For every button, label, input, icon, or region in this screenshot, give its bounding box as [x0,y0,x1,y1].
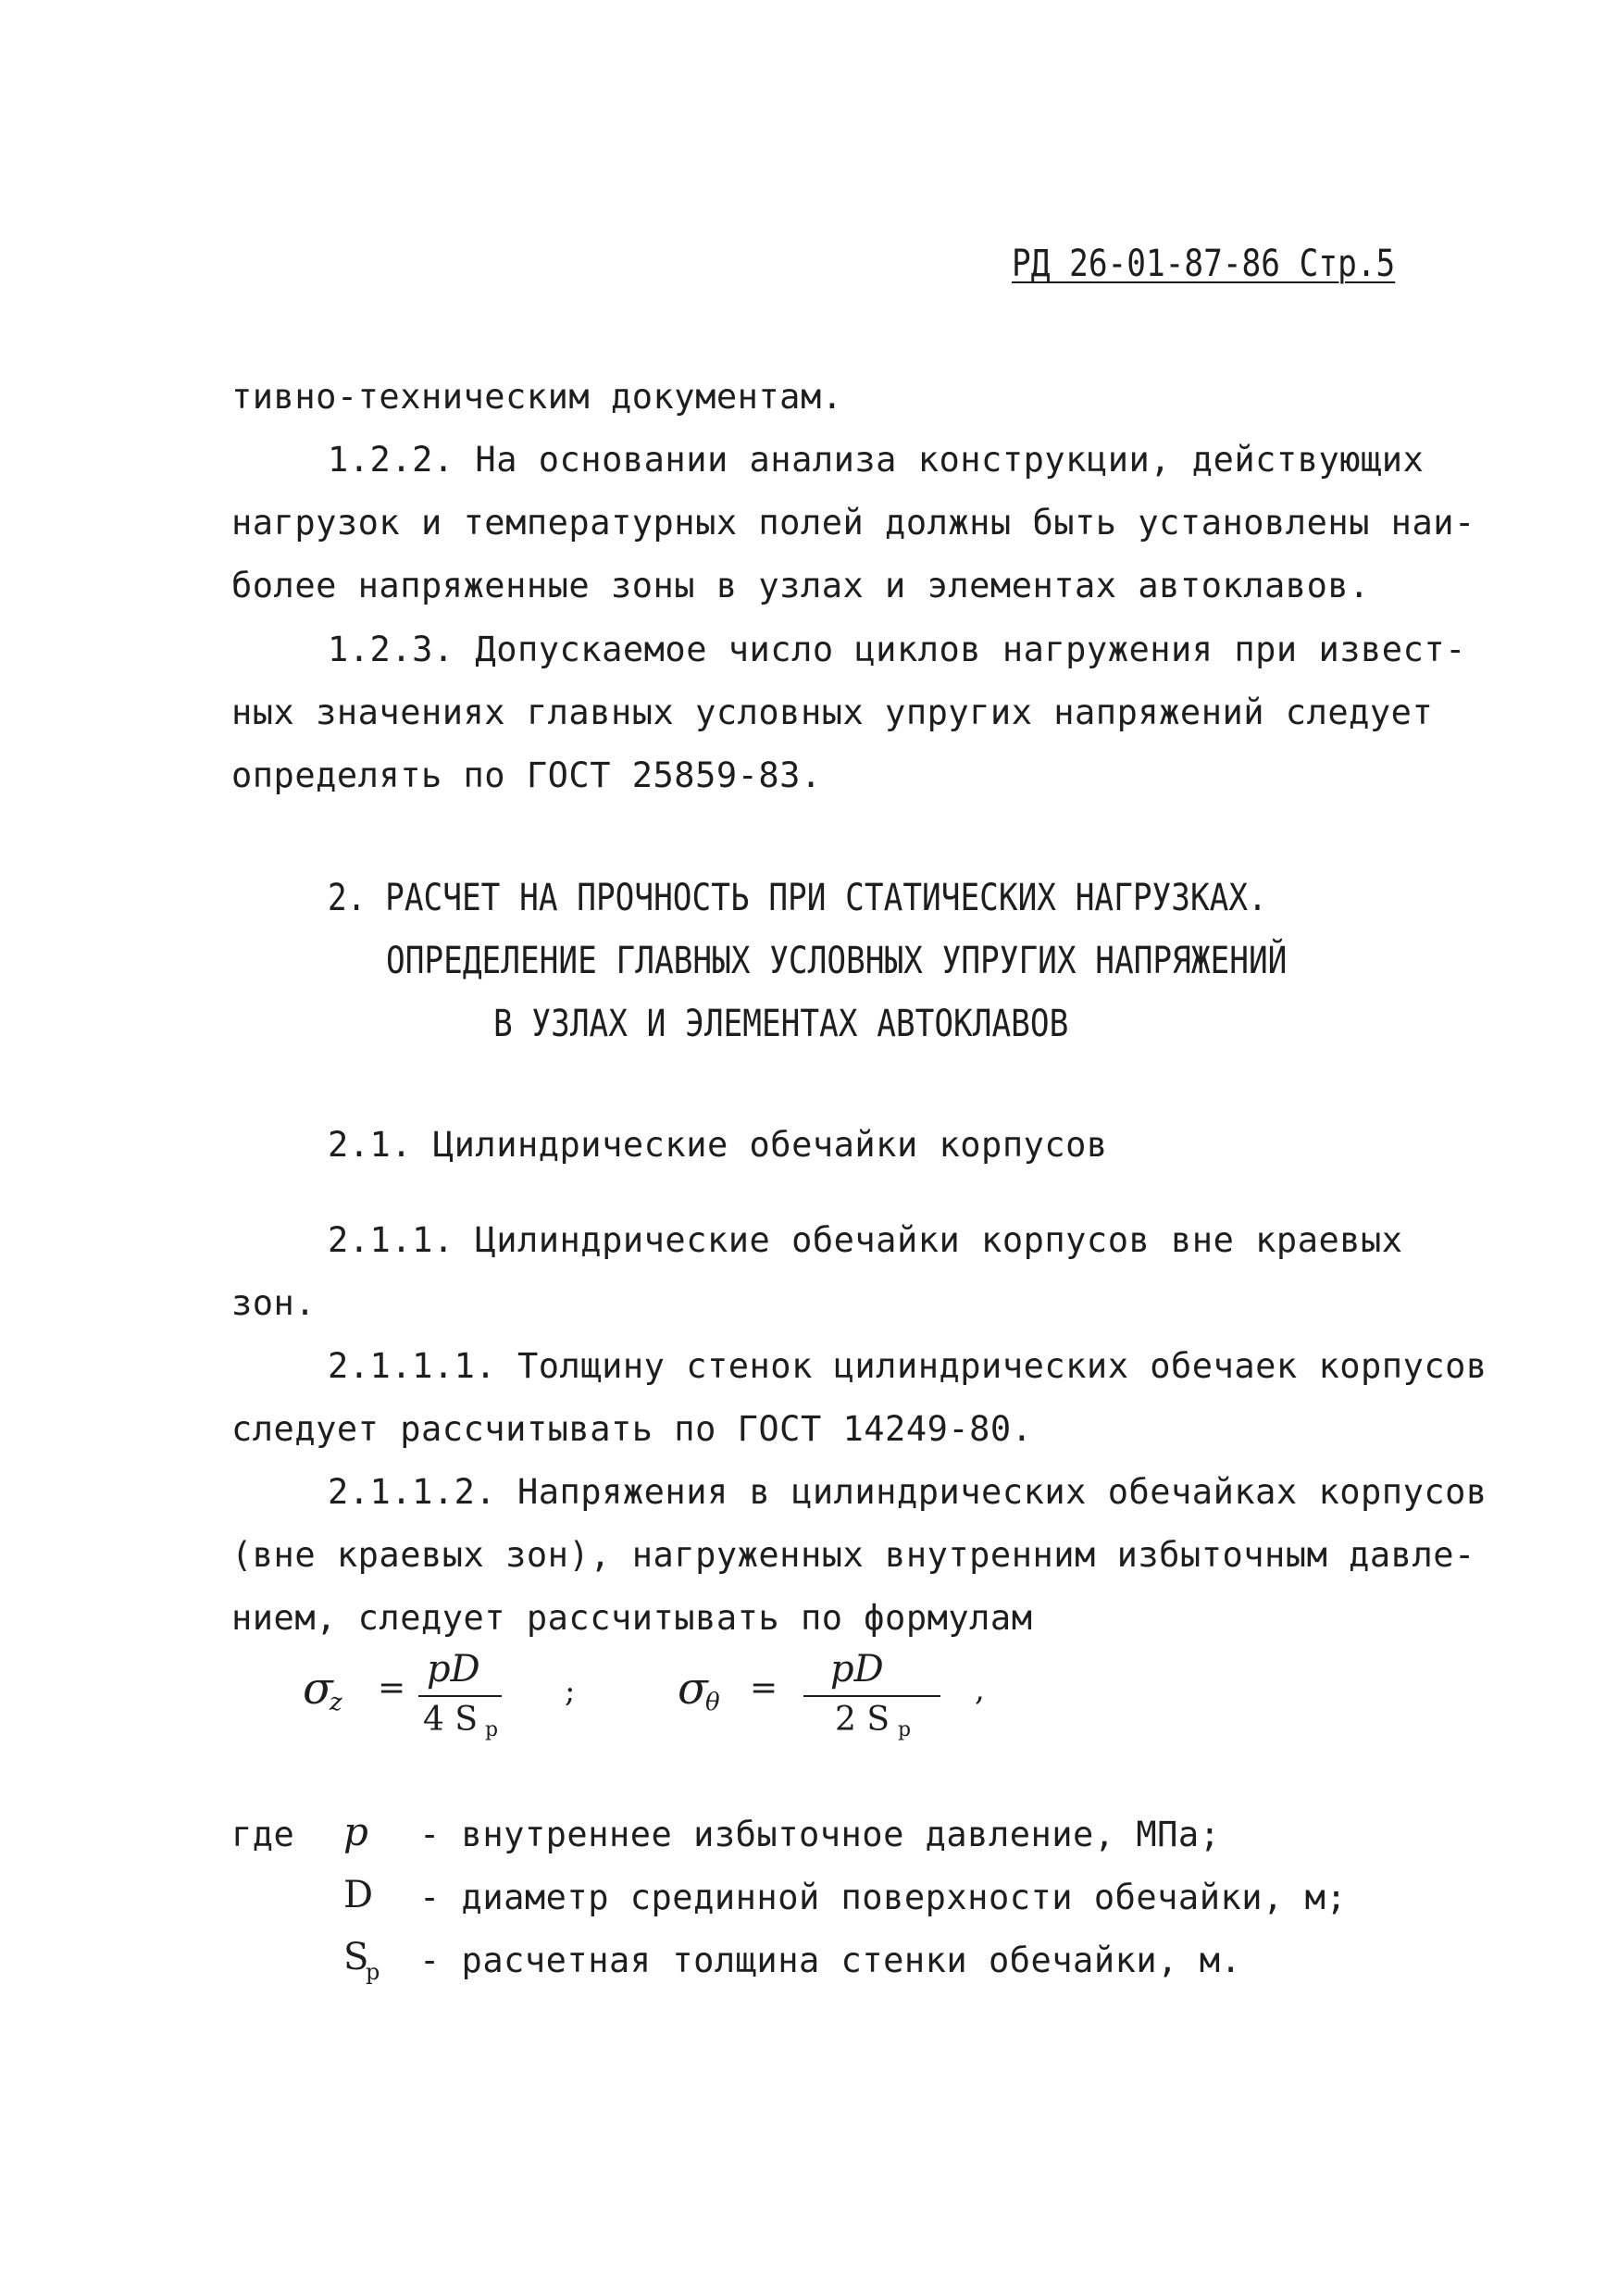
legend-symbol: D [343,1874,374,1916]
legend-symbol: p [343,1809,368,1854]
numerator: pD [427,1648,480,1691]
paragraph-1-2-3-line-1: 1.2.3. Допускаемое число циклов нагружения при извест- [328,630,1466,669]
subsection-2-1-title: 2.1. Цилиндрические обечайки корпусов [328,1125,1108,1165]
paragraph-2-1-1-1-line-2: следует рассчитывать по ГОСТ 14249-80. [231,1409,1033,1449]
paragraph-1-2-2-line-2: нагрузок и температурных полей должны быть установлены наи- [231,503,1475,543]
fraction-bar [418,1695,502,1697]
sigma-subscript-theta: θ [705,1689,720,1716]
sigma-symbol: σ [303,1663,333,1715]
section-2-title-line-1: 2. РАСЧЕТ НА ПРОЧНОСТЬ ПРИ СТАТИЧЕСКИХ НАГРУЗКАХ. [328,877,1267,919]
legend-symbol-subscript: p [366,1959,380,1985]
paragraph-1-2-2-line-3: более напряженные зоны в узлах и элементах автоклавов. [231,566,1370,605]
paragraph-1-2-2-line-1: 1.2.2. На основании анализа конструкции, действующих [328,440,1425,480]
legend-description: - расчетная толщина стенки обечайки, м. [419,1940,1242,1980]
equals-sign: = [378,1669,406,1707]
paragraph-2-1-1-2-line-1: 2.1.1.2. Напряжения в цилиндрических обечайках корпусов [328,1472,1487,1512]
paragraph-1-2-3-line-3: определять по ГОСТ 25859-83. [231,755,822,795]
equals-sign: = [750,1669,778,1707]
paragraph-2-1-1-2-line-3: нием, следует рассчитывать по формулам [231,1598,1033,1638]
paragraph-2-1-1-line-1: 2.1.1. Цилиндрические обечайки корпусов вне краевых [328,1220,1403,1260]
denominator: 2 S [835,1701,890,1739]
sigma-subscript-z: z [330,1689,342,1716]
paragraph-2-1-1-1-line-1: 2.1.1.1. Толщину стенок цилиндрических обечаек корпусов [328,1346,1487,1386]
paragraph-2-1-1-line-2: зон. [231,1283,317,1323]
legend-symbol: S [343,1936,369,1978]
section-2-title-line-2: ОПРЕДЕЛЕНИЕ ГЛАВНЫХ УСЛОВНЫХ УПРУГИХ НАПРЯЖЕНИЙ [386,940,1288,982]
formula-separator: ; [565,1673,576,1710]
document-reference-header: РД 26-01-87-86 Стр.5 [1012,243,1396,285]
denominator: 4 S [423,1701,479,1739]
paragraph-2-1-1-2-line-2: (вне краевых зон), нагруженных внутренним избыточным давле- [231,1535,1475,1575]
sigma-symbol: σ [678,1663,708,1715]
paragraph-1-2-3-line-2: ных значениях главных условных упругих напряжений следует [231,693,1434,732]
legend-description: - диаметр срединной поверхности обечайки, м; [419,1878,1348,1917]
numerator: pD [830,1648,884,1691]
denominator-subscript: p [898,1718,912,1741]
fraction-bar [803,1695,940,1697]
paragraph-continuation: тивно-техническим документам. [231,377,843,417]
section-2-title-line-3: В УЗЛАХ И ЭЛЕМЕНТАХ АВТОКЛАВОВ [493,1003,1069,1045]
formula-separator: , [975,1671,985,1708]
denominator-subscript: p [485,1718,499,1741]
legend-where-label: где [231,1815,295,1854]
legend-description: - внутреннее избыточное давление, МПа; [419,1815,1221,1854]
